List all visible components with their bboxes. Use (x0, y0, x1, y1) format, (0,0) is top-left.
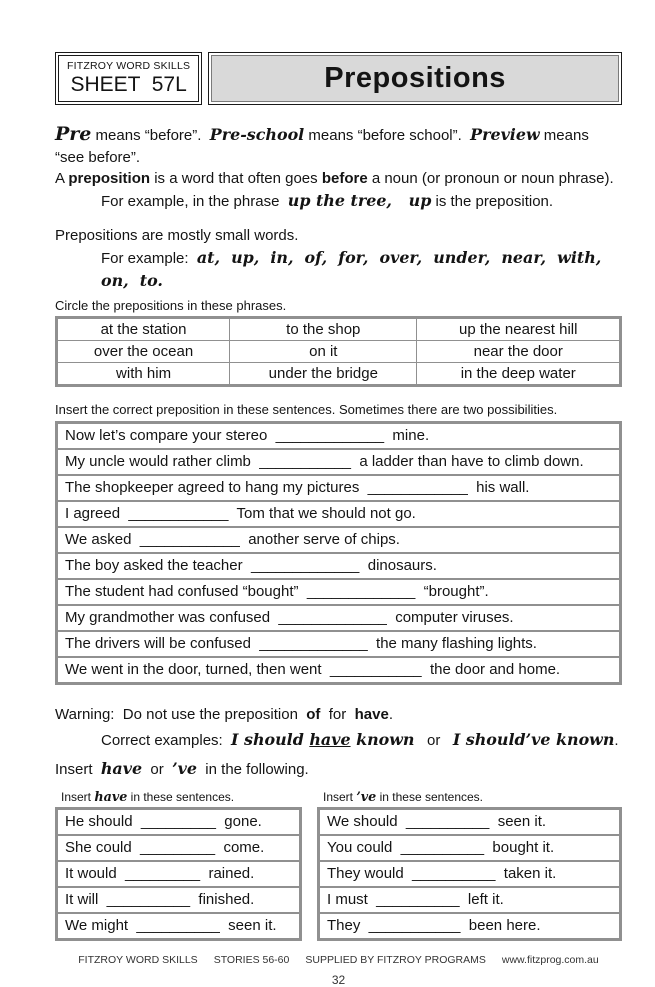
text-segment: for (320, 706, 355, 723)
table-row (57, 501, 621, 527)
text-segment: or (414, 732, 453, 749)
text-segment: Pre (55, 123, 92, 145)
text-segment: ’ve (172, 759, 197, 778)
text-segment: preposition (68, 170, 151, 187)
table-row (57, 449, 621, 475)
sentence-cell: We asked ____________ another serve of chips. (57, 527, 621, 553)
page-title: Prepositions (211, 55, 619, 102)
phrase-cell: over the ocean (57, 341, 230, 363)
text-segment: known (350, 730, 415, 749)
header (55, 52, 622, 105)
text-segment: in these sentences. (376, 790, 484, 804)
table-row (57, 605, 621, 631)
footer-part: www.fitzprog.com.au (501, 954, 599, 966)
have-column (55, 789, 302, 941)
sentence-cell: The boy asked the teacher _____________ dinosaurs. (57, 553, 621, 579)
have-sentence-cell: He should _________ gone. (65, 813, 262, 830)
table-row (57, 887, 301, 913)
text-segment: Insert (61, 790, 95, 804)
text-segment: ’ve (356, 789, 377, 804)
text-segment: have (354, 706, 389, 723)
text-segment: or (142, 761, 173, 778)
intro-line-2 (55, 168, 622, 190)
text-segment: up (408, 190, 432, 210)
phrases-table (55, 316, 622, 387)
ve-sentence-cell: We should __________ seen it. (327, 813, 547, 830)
ve-sentence-cell: They would __________ taken it. (319, 861, 621, 887)
sentence-cell: Now let’s compare your stereo _____________ mine. (65, 427, 430, 444)
text-segment: at, up, in, of, for, over, under, near, with, on, to. (101, 248, 613, 290)
table-row (57, 553, 621, 579)
text-segment: Warning: Do not use the preposition (55, 706, 307, 723)
sentence-cell: My grandmother was confused _____________ computer viruses. (57, 605, 621, 631)
text-segment: Correct examples: (101, 732, 232, 749)
table-row (319, 913, 621, 940)
text-segment: Insert (323, 790, 357, 804)
text-segment: . (614, 732, 619, 749)
phrase-cell: with him (57, 363, 230, 386)
text-segment: is a word that often goes (150, 170, 322, 187)
table-row (57, 341, 621, 363)
table-row (57, 861, 301, 887)
table-row (319, 887, 621, 913)
have-sentence-cell: It would _________ rained. (57, 861, 301, 887)
ve-table-label (317, 789, 622, 804)
text-segment: before (321, 170, 368, 187)
sheet-id-box (55, 52, 202, 105)
intro-block (55, 124, 622, 212)
ve-sentence-cell: You could __________ bought it. (319, 835, 621, 861)
footer-part: STORIES 56-60 (213, 954, 290, 966)
text-segment: have (100, 759, 143, 778)
sentence-cell: My uncle would rather climb ___________ a ladder than have to climb down. (57, 449, 621, 475)
table-row (57, 475, 621, 501)
insert-ve-table (317, 807, 622, 941)
sentence-cell: The shopkeeper agreed to hang my pictures ____________ his wall. (57, 475, 621, 501)
footer-part: FITZROY WORD SKILLS (78, 954, 198, 966)
text-segment: Pre-school (209, 125, 305, 144)
text-segment: I should (231, 730, 310, 749)
footer-credits (55, 954, 622, 966)
text-segment: in the following. (196, 761, 309, 778)
small-words-examples (55, 247, 622, 293)
phrase-cell: up the nearest hill (417, 318, 621, 341)
table-row (57, 657, 621, 684)
table-row (319, 809, 621, 836)
text-segment: . (388, 706, 393, 723)
footer-part: SUPPLIED BY FITZROY PROGRAMS (305, 954, 486, 966)
text-segment: means “see before”. (55, 127, 594, 166)
text-segment: For example: (101, 250, 197, 267)
intro-line-3 (55, 190, 622, 213)
title-bar (208, 52, 622, 105)
have-sentence-cell: It will __________ finished. (57, 887, 301, 913)
table-row (319, 861, 621, 887)
text-segment: Preview (470, 125, 540, 144)
phrase-cell: under the bridge (230, 363, 417, 386)
have-sentence-cell: She could _________ come. (57, 835, 301, 861)
warning-block (55, 706, 622, 778)
text-segment: have (94, 789, 128, 804)
text-segment: is the preposition. (431, 192, 554, 210)
intro-line-1 (55, 124, 622, 168)
table-row (57, 913, 301, 940)
text-segment: of (306, 706, 321, 723)
warning-note (55, 706, 622, 723)
text-segment: I should’ve known (452, 730, 615, 749)
phrase-cell: on it (230, 341, 417, 363)
table-row (319, 835, 621, 861)
text-segment: For example, in the phrase (101, 192, 288, 210)
insert-preposition-table (55, 421, 622, 685)
text-segment: A (55, 170, 69, 187)
page-number: 32 (331, 973, 346, 987)
table-row (57, 527, 621, 553)
sentence-cell: The drivers will be confused _____________ the many flashing lights. (57, 631, 621, 657)
sheet-number: SHEET 57L (70, 73, 187, 96)
text-segment: in these sentences. (127, 790, 235, 804)
table-row (57, 631, 621, 657)
series-label: FITZROY WORD SKILLS (67, 60, 191, 72)
ve-sentence-cell: I must __________ left it. (319, 887, 621, 913)
insert-have-table (55, 807, 302, 941)
table-row (57, 318, 621, 341)
ve-column (317, 789, 622, 941)
insert-preposition-instruction: Insert the correct preposition in these sentences. Sometimes there are two possibilities. (55, 402, 558, 417)
text-segment: Insert (55, 761, 101, 778)
phrase-cell: to the shop (230, 318, 417, 341)
have-sentence-cell: We might __________ seen it. (57, 913, 301, 940)
text-segment: have (309, 730, 351, 749)
text-segment (392, 193, 409, 210)
table-row (57, 835, 301, 861)
correct-examples (55, 730, 622, 749)
table-row (57, 809, 301, 836)
phrase-cell: at the station (57, 318, 230, 341)
phrase-cell: in the deep water (417, 363, 621, 386)
ve-sentence-cell: They ___________ been here. (319, 913, 621, 940)
table-row (57, 363, 621, 386)
text-segment: means “before”. (91, 127, 210, 144)
sentence-cell: We went in the door, turned, then went ___________ the door and home. (57, 657, 621, 684)
sentence-cell: The student had confused “bought” _____________ “brought”. (57, 579, 621, 605)
table-row (57, 423, 621, 450)
small-words-block (55, 225, 622, 293)
text-segment: up the tree, (287, 190, 392, 210)
table-row (57, 579, 621, 605)
small-words-line-1: Prepositions are mostly small words. (55, 227, 299, 244)
have-section (55, 789, 622, 941)
text-segment: a noun (or pronoun or noun phrase). (367, 170, 614, 187)
have-table-label (55, 789, 302, 804)
sentence-cell: I agreed ____________ Tom that we should not go. (57, 501, 621, 527)
insert-have-instruction (55, 759, 622, 778)
phrase-cell: near the door (417, 341, 621, 363)
text-segment: means “before school”. (304, 127, 471, 144)
circle-instruction: Circle the prepositions in these phrases. (55, 298, 287, 313)
